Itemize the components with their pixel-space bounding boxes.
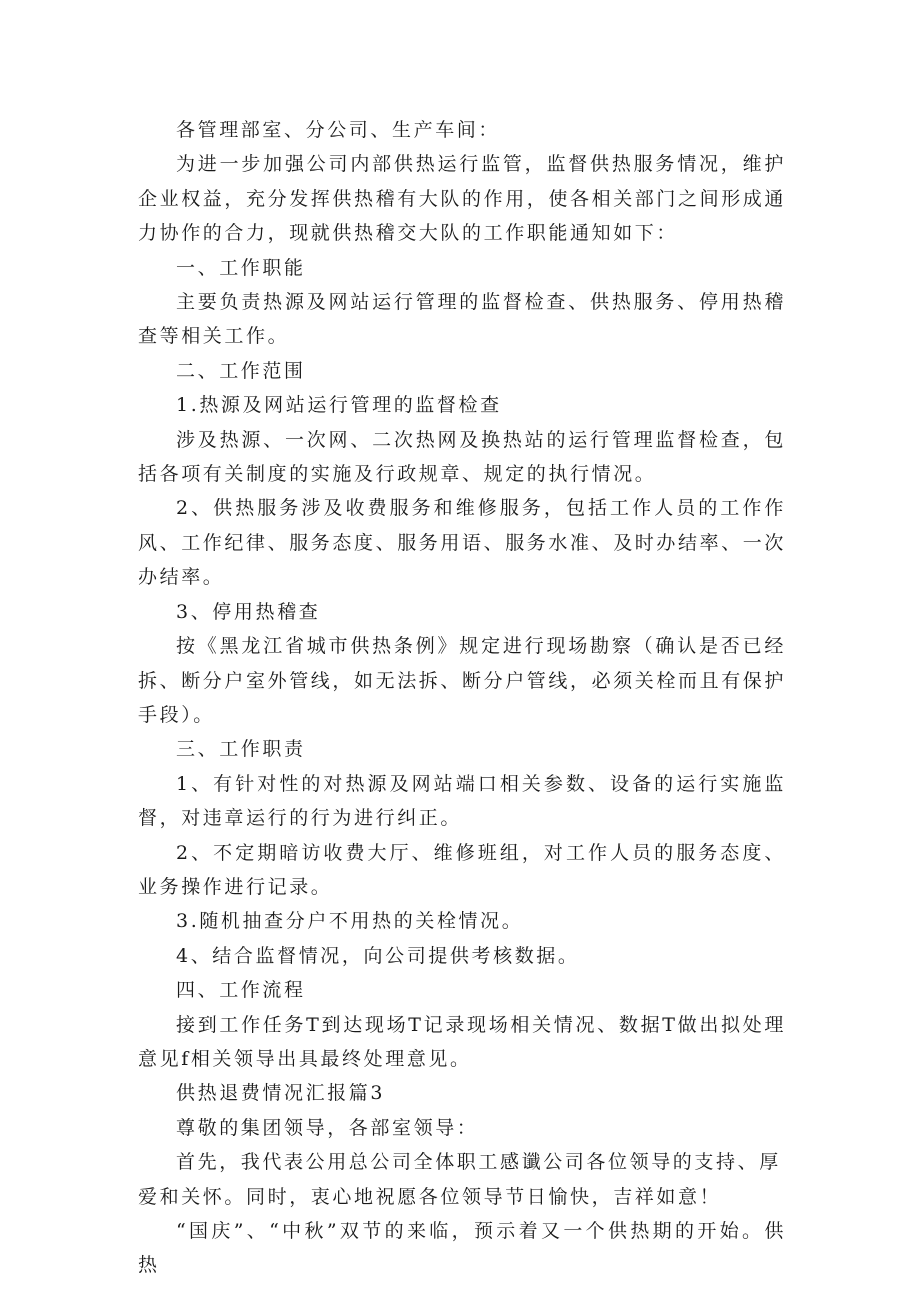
article-paragraph-1-cont: 爱和关怀。同时，衷心地祝愿各位领导节日愉快，吉祥如意！ — [138, 1185, 722, 1208]
functions-paragraph: 主要负责热源及网站运行管理的监督检查、供热服务、停用热稽查等相关工作。 — [138, 291, 786, 348]
scope-item-2: 2、供热服务涉及收费服务和维修服务，包括工作人员的工作作风、工作纪律、服务态度、服务用语、服务水准、及时办结率、一次办结率。 — [138, 497, 787, 589]
salutation: 各管理部室、分公司、生产车间： — [176, 119, 501, 141]
intro-paragraph: 为进一步加强公司内部供热运行监管，监督供热服务情况，维护企业权益，充分发挥供热稽有大队的作用，使各相关部门之间形成通力协作的合力，现就供热稽交大队的工作职能通知如下： — [138, 153, 787, 245]
section-heading-duties: 三、工作职责 — [176, 738, 306, 761]
scope-item-3-body: 按《黑龙江省城市供热条例》规定进行现场勘察（确认是否已经拆、断分户室外管线，如无法拆、断分户管线，必须关栓而且有保护手段）。 — [138, 635, 787, 726]
section-heading-functions: 一、工作职能 — [176, 256, 306, 279]
duty-item-4: 4、结合监督情况，向公司提供考核数据。 — [176, 944, 580, 967]
section-heading-scope: 二、工作范围 — [176, 359, 306, 382]
scope-item-1-body: 涉及热源、一次网、二次热网及换热站的运行管理监督检查，包括各项有关制度的实施及行政规章、规定的执行情况。 — [138, 428, 786, 486]
workflow-paragraph: 接到工作任务T到达现场T记录现场相关情况、数据T做出拟处理意见f相关领导出具最终处理意见。 — [138, 1013, 786, 1070]
duty-item-2: 2、不定期暗访收费大厅、维修班组，对工作人员的服务态度、业务操作进行记录。 — [138, 841, 786, 898]
article-paragraph-2: “国庆”、“中秋”双节的来临，预示着又一个供热期的开始。供热 — [138, 1220, 786, 1277]
duty-item-1: 1、有针对性的对热源及网站端口相关参数、设备的运行实施监督，对违章运行的行为进行纠正。 — [138, 772, 786, 830]
document-page — [138, 113, 786, 1283]
duty-item-3: 3.随机抽查分户不用热的关栓情况。 — [176, 910, 524, 933]
section-heading-workflow: 四、工作流程 — [176, 979, 306, 1002]
scope-item-1-title: 1.热源及网站运行管理的监督检查 — [176, 394, 502, 417]
article-salutation: 尊敬的集团领导，各部室领导： — [176, 1116, 479, 1139]
article-title: 供热退费情况汇报篇3 — [176, 1082, 386, 1105]
article-paragraph-1: 首先，我代表公用总公司全体职工感谶公司各位领导的支持、厚 — [176, 1151, 781, 1174]
scope-item-3-title: 3、停用热稽查 — [176, 600, 321, 623]
